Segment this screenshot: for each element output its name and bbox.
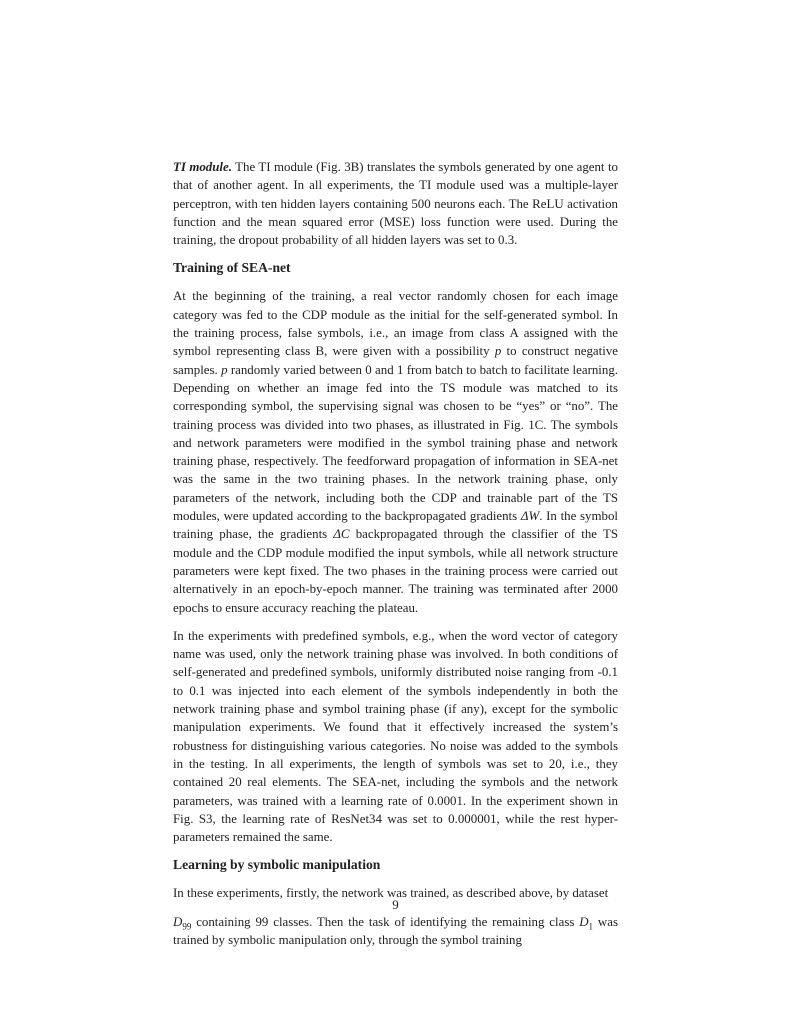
ti-module-lead: TI module.	[173, 160, 232, 174]
page-number: 9	[392, 897, 399, 912]
math-d99-sub: 99	[182, 921, 192, 932]
math-delta-w: ΔW	[520, 509, 540, 524]
math-p: p	[494, 344, 502, 359]
math-delta-c: ΔC	[333, 527, 350, 542]
symbolic-paragraph-1: In these experiments, firstly, the network was trained, as described above, by dataset	[173, 886, 609, 901]
math-d1-sub: 1	[588, 921, 594, 932]
training-text-c: randomly varied between 0 and 1 from batch to batch to facilitate learning. Depending on whether an image fed into the TS module was matched to its corresponding symbol, the supervising signal was chosen to be “yes” or “no”. The training process was divided into two phases, as illustrated in Fig. 1C. The symbols and network parameters were modified in the symbol training phase and network training phase, respectively. The feedforward propagation of information in SEA-net was the same in the two training phases. In the network training phase, only parameters of the network, including both the CDP and trainable part of the TS modules, were updated according to the backpropagated gradients	[173, 362, 618, 524]
training-text-d: . In the symbol training phase, the gradients	[173, 509, 618, 542]
training-text-e: backpropagated through the classifier of the TS module and the CDP module modified the input symbols, while all network structure parameters were kept fixed. The two phases in the training process were carried out alternatively in an epoch-by-epoch manner. The training was terminated after 2000 epochs to ensure accuracy reaching the plateau.	[173, 527, 618, 615]
training-paragraph-1	[173, 287, 618, 616]
training-text-a: At the beginning of the training, a real vector randomly chosen for each image category was fed to the CDP module as the initial for the self-generated symbol. In the training process, false symbols, i.e., an image from class A assigned with the symbol representing class B, were given with a possibility	[173, 289, 618, 359]
symbolic-paragraph-2	[173, 913, 618, 950]
math-d1-base: D	[579, 914, 589, 929]
training-paragraph-2: In the experiments with predefined symbols, e.g., when the word vector of category name was used, only the network training phase was involved. In both conditions of self-generated and predefined symbols, uniformly distributed noise ranging from -0.1 to 0.1 was injected into each element of the symbols independently in both the network training phase and symbol training phase (if any), except for the symbolic manipulation experiments. We found that it effectively increased the system’s robustness for distinguishing various categories. No noise was added to the symbols in the testing. In all experiments, the length of symbols was set to 20, i.e., they contained 20 real elements. The SEA-net, including the symbols and the network parameters, was trained with a learning rate of 0.0001. In the experiment shown in Fig. S3, the learning rate of ResNet34 was set to 0.000001, while the rest hyper-parameters remained the same.	[173, 628, 618, 845]
symbolic-text-a: containing 99 classes. Then the task of identifying the remaining class	[196, 914, 575, 929]
symbolic-text-b: was trained by symbolic manipulation only, through the symbol training	[173, 914, 618, 947]
training-heading: Training of SEA-net	[173, 260, 291, 276]
symbolic-heading: Learning by symbolic manipulation	[173, 857, 381, 873]
math-d1	[579, 914, 594, 932]
ti-module-text: The TI module (Fig. 3B) translates the symbols generated by one agent to that of another agent. In all experiments, the TI module used was a multiple-layer perceptron, with ten hidden layers containing 500 neurons each. The ReLU activation function and the mean squared error (MSE) loss function were used. During the training, the dropout probability of all hidden layers was set to 0.3.	[173, 160, 618, 248]
text-column	[173, 158, 618, 959]
training-text-b: to construct negative samples.	[173, 344, 618, 377]
math-d99	[173, 914, 192, 932]
ti-module-paragraph	[173, 158, 618, 249]
math-p: p	[221, 362, 228, 377]
math-d99-base: D	[173, 914, 183, 929]
